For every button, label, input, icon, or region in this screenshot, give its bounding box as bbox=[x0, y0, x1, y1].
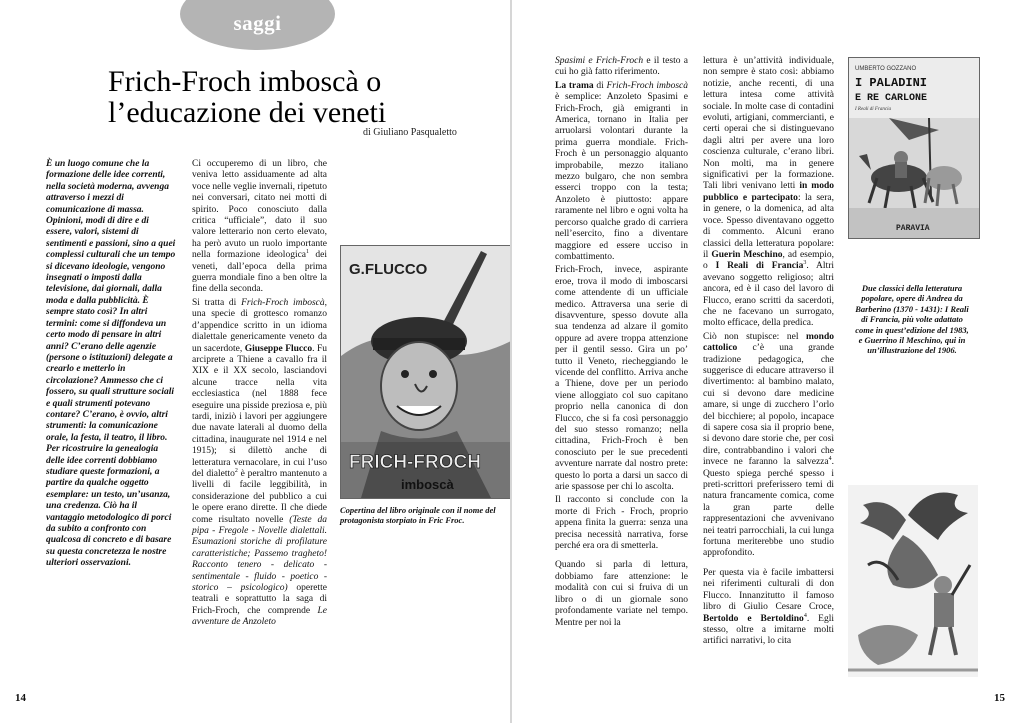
byline: di Giuliano Pasqualetto bbox=[363, 127, 457, 138]
cover-sub-word: imboscà bbox=[401, 477, 454, 492]
paladini-sub: I Reali di Francia bbox=[855, 107, 891, 112]
paladini-title-2: E RE CARLONE bbox=[855, 93, 928, 104]
book-cover-paladini bbox=[848, 57, 980, 239]
footnote-ref-4: 4 bbox=[828, 456, 832, 463]
titles-italic: Spasimi e Frich-Froch bbox=[555, 56, 644, 66]
plot-label: La trama bbox=[555, 80, 594, 91]
paladini-author: UMBERTO GOZZANO bbox=[855, 66, 917, 72]
col2-paragraph-2: Si tratta di Frich-Froch imboscà, una specie di grottesco romanzo d’appendice scritto in un idioma dialettale genericamente veneto da un sacerdote, Giuseppe Flucco. Fu arciprete a Thiene a cavallo fra il XIX e il XX secolo, lasciandovi alcune tracce nella vita ecclesiastica (nel 1888 fece eseguire una pisside preziosa e, più tardi, iniziò i lavori per aggiungere due navate laterali al duomo della cittadina, inaugurate nel 1914 e nel 1915); si dilettò anche di letteratura vernacolare, in cui l’uso del dialetto$^2$ è peraltro mantenuto a livelli di facile leggibilità, in considerazione del pubblico a cui le opere erano dirette. Il che diede come risultato novelle (Teste da pipa - Fregole - Novelle dialettali. Esumazioni storiche di profilature caratteristiche; Passemo tragheto! Racconto tenero - delicato - sentimentale - fluido - poetico - storico – psicologico) operette teatrali e soprattutto la saga di Frich-Froch, che comprende Le avventure de Anzoleto bbox=[192, 297, 327, 628]
col3-paragraph-2: La trama di Frich-Froch imboscà è semplice: Anzoleto Spasimi e Frich-Froch, già emigranti in America, tornano in Italia per arruolarsi volontari durante la prima guerra mondiale. Frich-Froch è un personaggio alquanto improbabile, mezzo italiano mezzo bulgaro, che non sembra esserci troppo con la testa; Anzoleto è piuttosto: appare raramente nel libro e ogni volta ha percorso qualche grado di carriera nell’esercito, fino a diventare maggiore ed essere ucciso in combattimento. bbox=[555, 80, 688, 262]
section-label: saggi bbox=[233, 11, 282, 35]
title-line-2: l’educazione dei veneti bbox=[108, 96, 387, 129]
column-4 bbox=[703, 56, 834, 648]
caption-right: Due classici della letteratura popolare, opere di Andrea da Barberino (1370 - 1431): I Reali di Francia, più volte adattato come in quest’edizione del 1983, e Guerrino il Meschino, qui in un’illustrazione del 1906. bbox=[855, 283, 969, 356]
col3-paragraph-5: Quando si parla di lettura, dobbiamo fare attenzione: le modalità con cui si fruiva di un libro o di un giornale sono profondamente variate nel tempo. Mentre per noi la bbox=[555, 560, 688, 628]
cover-illustration bbox=[341, 246, 511, 498]
footnote-ref-5: 4 bbox=[803, 612, 807, 619]
footnote-ref-1: 1 bbox=[306, 249, 310, 256]
works-list: (Teste da pipa - Fregole - Novelle dialettali. Esumazioni storiche di profilature caratteristiche; Passemo tragheto! Racconto tenero - delicato - sentimentale - fluido - poetico - storico – psicologico) bbox=[192, 514, 327, 594]
page-number-right: 15 bbox=[994, 692, 1005, 704]
intro-paragraph: È un luogo comune che la formazione delle idee correnti, nella società moderna, avvenga attraverso i mezzi di comunicazione di massa. Opinioni, modi di dire e di essere, valori, sistemi di sentimenti e passioni, sino a quei complessi culturali che un tempo si dicevano ideologie, vengono insegnati o imposti dalla televisione, dai giornali, dalla moda e dalla pubblicità. È sempre stato così? In altri termini: come si diffondeva un certo modo di pensare in altri anni? C’erano delle agenzie (persone o istituzioni) delegate a crearlo e metterlo in circolazione? Ammesso che ci fossero, su quali strutture sociali e quali strumenti potevano contare? C’erano, è ovvio, altri strumenti: la comunicazione orale, la festa, il teatro, il libro. Per ricostruire la genealogia delle idee correnti dobbiamo studiare queste formazioni, a partire da qualche oggetto esemplare: un testo, un’usanza, una credenza. Ciò ha il vantaggio metodologico di porci da subito a confronto con qualcosa di concreto e di basare su questa concretezza le nostre ulteriori osservazioni. bbox=[46, 159, 176, 569]
book-title: Frich-Froch imboscà bbox=[241, 297, 325, 308]
guerrino-drawing bbox=[848, 485, 978, 677]
paladini-title-1: I PALADINI bbox=[855, 76, 928, 90]
column-2 bbox=[192, 159, 327, 629]
book-cover-frich-froch bbox=[340, 245, 512, 499]
col3-paragraph-4: Il racconto si conclude con la morte di Frich - Froch, proprio appena finita la guerra: senza una precisa necessità narrativa, forse perché era ora di smetterla. bbox=[555, 495, 688, 552]
paladini-illustration bbox=[849, 58, 979, 238]
col3-paragraph-3: Frich-Froch, invece, aspirante eroe, trova il modo di imboscarsi come attendente di un ufficiale medico. Attraversa una serie di disavventure, spesso dovute alla sua tendenza ad alzare il gomito oppure ad avere troppa attenzione per il gentil sesso. Gira un po’ tutto il Veneto, riecheggiando le vicende del conflitto. Arriva anche a Thiene, dove per un periodo viene alloggiato col suo capitano proprio nella canonica di don Flucco, che si fa così personaggio del suo stesso romanzo; nella cittadina, Frich-Froch è ben conosciuto per le sue precedenti avventure narrate dal nostro prete: questo lo porta a darsi un sacco di arie spassose per chi lo ascolta. bbox=[555, 265, 688, 493]
column-3 bbox=[555, 56, 688, 629]
title-line-1: Frich-Froch imboscà o bbox=[108, 65, 382, 98]
col4-paragraph-2: Ciò non stupisce: nel mondo cattolico c’è una grande tradizione pedagogica, che suggerisce di educare attraverso il divertimento: al bambino malato, cui si devono dare medicine amare, si unge di zucchero l’orlo del bicchiere; al popolo, incapace di sapere cosa sia il proprio bene, si devono dare storie che, per così dire, contrabbandino i valori che invece ne faranno la salvezza$^4$. Questo spiega perché spesso i preti-scrittori preferissero temi di natura francamente comica, come la gran parte delle rappresentazioni che avvenivano nei teatri parrocchiali, la cui lunga fortuna meriterebbe uno studio approfondito. bbox=[703, 331, 834, 559]
col4-paragraph-1: lettura è un’attività individuale, non sempre è stato così: abbiamo notizie, anche recenti, di una lettura intesa come attività sociale. In molte case di contadini evoluti, artigiani, commercianti, e certi operai che si distinguevano dagli altri per avere una loro coscienza culturale, c’erano libri. Non molti, ma in genere significativi per la formazione. Tali libri venivano letti in modo pubblico e partecipato: la sera, in genere, o la domenica, ad alta voce. Spesso diventavano oggetto di commento. Alcuni erano classici della letteratura popolare: il Guerin Meschino, ad esempio, o I Reali di Francia$^3$. Altri avevano soggetto religioso; altri ancora, ed è il caso del lavoro di Flucco, erano scritti da sacerdoti, che ne facevano un surrogato, molto efficace, della predica. bbox=[703, 56, 834, 329]
caption-cover-left: Copertina del libro originale con il nome del protagonista storpiato in Fric Froc. bbox=[340, 505, 496, 526]
col4-paragraph-3: Per questa via è facile imbattersi nei riferimenti culturali di don Flucco. Innanzitutto il famoso libro di Giulio Cesare Croce, Bertoldo e Bertoldino$^4$. Egli stesso, oltre a imitarne molti artifici narrativi, lo cita bbox=[703, 567, 834, 647]
page-number-left: 14 bbox=[15, 692, 26, 704]
footnote-ref-2: 2 bbox=[234, 467, 238, 474]
author-name: Giuseppe Flucco bbox=[244, 343, 313, 354]
guerrino-illustration bbox=[848, 485, 978, 677]
cover-title-word: FRICH-FROCH bbox=[349, 452, 481, 473]
footnote-ref-3: 3 bbox=[803, 260, 807, 267]
cover-author-word: G.FLUCCO bbox=[349, 261, 428, 278]
paladini-publisher: PARAVIA bbox=[896, 224, 930, 233]
article-title bbox=[108, 66, 408, 128]
intro-column bbox=[46, 159, 176, 570]
saga-title: Le avventure de Anzoleto bbox=[192, 605, 327, 628]
col3-paragraph-1: Spasimi e Frich-Froch e il testo a cui ho già fatto riferimento. bbox=[555, 56, 689, 78]
col2-paragraph-1: Ci occuperemo di un libro, che veniva letto assiduamente ad alta voce nelle veglie invernali, ripetuto nei conversari, citato nei motti di spirito. Poco conosciuto dalla critica “ufficiale”, dato il suo valore letterario non certo elevato, ha però avuto un ruolo importante nella formazione ideologica$^1$ dei veneti, dall’epoca della prima guerra mondiale fino a ben oltre la fine della seconda. bbox=[192, 159, 327, 295]
